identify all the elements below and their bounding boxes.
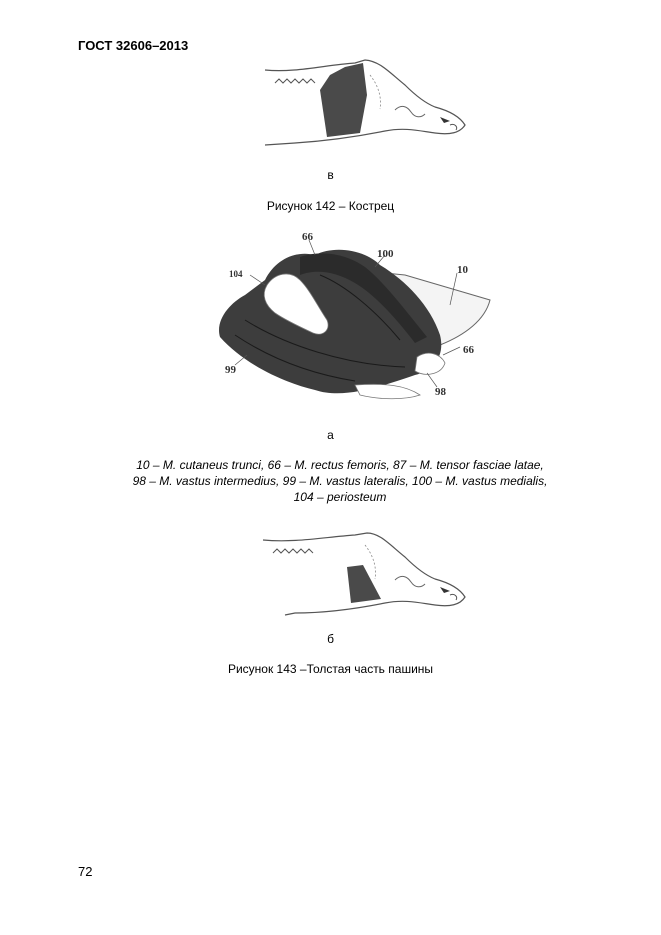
legend-line-3: 104 – periosteum xyxy=(293,490,387,504)
callout-98: 98 xyxy=(435,386,446,398)
figure-142-caption: Рисунок 142 – Кострец xyxy=(266,199,395,213)
legend-line-1: 10 – M. cutaneus trunci, 66 – M. rectus femoris, 87 – M. tensor fasciae latae, xyxy=(136,458,544,472)
callout-66-right: 66 xyxy=(463,344,474,356)
subfigure-label-a: а xyxy=(327,428,334,442)
document-code-header: ГОСТ 32606–2013 xyxy=(78,38,189,53)
callout-66-top: 66 xyxy=(302,231,313,243)
callout-10: 10 xyxy=(457,264,468,276)
figure-143-caption: Рисунок 143 –Толстая часть пашины xyxy=(227,662,434,676)
page-number: 72 xyxy=(78,864,93,879)
figure-legend xyxy=(60,457,620,505)
subfigure-label-b: б xyxy=(327,632,334,646)
carcass-diagram-bottom xyxy=(255,525,480,620)
carcass-diagram-top xyxy=(255,55,480,150)
legend-line-2: 98 – M. vastus intermedius, 99 – M. vastus lateralis, 100 – M. vastus medialis, xyxy=(132,474,548,488)
callout-99: 99 xyxy=(225,364,236,376)
subfigure-label-v: в xyxy=(327,168,334,182)
callout-104: 104 xyxy=(229,269,243,279)
muscle-diagram xyxy=(205,225,505,410)
callout-100: 100 xyxy=(377,248,394,260)
